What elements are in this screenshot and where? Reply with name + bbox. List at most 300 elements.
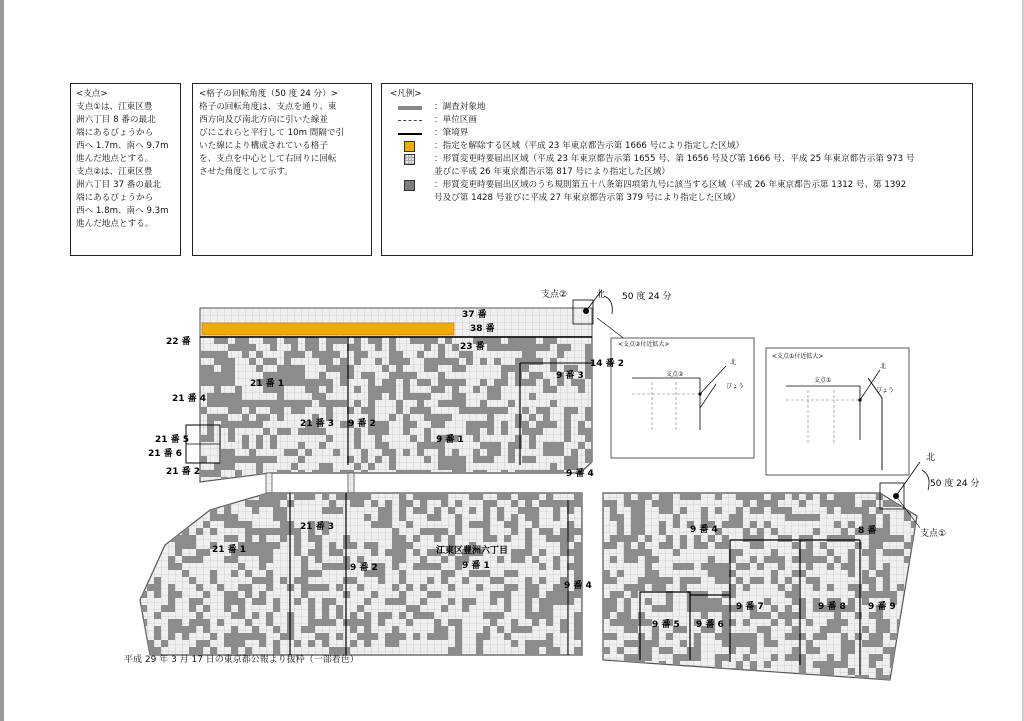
dark-cell [638,633,645,640]
dark-cell [375,435,382,442]
dark-cell [532,591,539,598]
dark-cell [462,598,469,605]
dark-cell [610,556,617,563]
dark-cell [624,556,631,563]
dark-cell [715,493,722,500]
dark-cell [326,358,333,365]
dark-cell [848,647,855,654]
dark-cell [869,556,876,563]
dark-cell [834,493,841,500]
dark-cell [827,535,834,542]
dark-cell [357,493,364,500]
dark-cell [301,577,308,584]
dark-cell [252,612,259,619]
dark-cell [256,470,263,477]
dark-cell [564,407,571,414]
dark-cell [266,542,273,549]
dark-cell [200,351,207,358]
dark-cell [203,605,210,612]
dark-cell [245,570,252,577]
dark-cell [473,421,480,428]
dark-cell [424,337,431,344]
dark-cell [448,619,455,626]
dark-cell [319,358,326,365]
dark-cell [291,407,298,414]
dark-cell [750,640,757,647]
dark-cell [228,421,235,428]
dark-cell [301,563,308,570]
dark-cell [750,633,757,640]
dark-cell [483,507,490,514]
dark-cell [308,605,315,612]
dark-cell [473,435,480,442]
dark-cell [399,493,406,500]
dark-cell [368,463,375,470]
dark-cell [638,654,645,661]
dark-cell [441,493,448,500]
dark-cell [529,442,536,449]
dark-cell [890,647,897,654]
dark-cell [434,514,441,521]
dark-cell [308,584,315,591]
dark-cell [301,584,308,591]
dark-cell [242,442,249,449]
dark-cell [631,675,638,682]
dark-cell [438,463,445,470]
dark-cell [764,500,771,507]
dark-cell [329,507,336,514]
dark-cell [273,514,280,521]
dark-cell [231,514,238,521]
dark-cell [564,414,571,421]
dark-cell [375,477,382,484]
dark-cell [532,619,539,626]
dark-cell [515,372,522,379]
dark-cell [326,337,333,344]
dark-cell [214,470,221,477]
dark-cell [659,605,666,612]
dark-cell [469,507,476,514]
dark-cell [200,470,207,477]
dark-cell [497,591,504,598]
dark-cell [574,563,581,570]
dark-cell [715,570,722,577]
dark-cell [848,563,855,570]
dark-cell [308,493,315,500]
dark-cell [550,421,557,428]
dark-cell [862,507,869,514]
dark-cell [617,591,624,598]
dark-cell [168,591,175,598]
dark-cell [235,470,242,477]
dark-cell [263,400,270,407]
dark-cell [841,563,848,570]
dark-cell [207,351,214,358]
dark-cell [224,500,231,507]
dark-cell [235,337,242,344]
dark-cell [445,358,452,365]
dark-cell [427,612,434,619]
dark-cell [785,605,792,612]
dark-cell [466,358,473,365]
dark-cell [298,351,305,358]
dark-cell [778,563,785,570]
dark-cell [375,456,382,463]
dark-cell [329,500,336,507]
dark-cell [364,640,371,647]
dark-cell [326,379,333,386]
dark-cell [638,542,645,549]
dark-cell [883,647,890,654]
dark-cell [494,449,501,456]
dark-cell [242,337,249,344]
dark-cell [673,563,680,570]
dark-cell [329,563,336,570]
dark-cell [403,477,410,484]
dark-cell [424,414,431,421]
dark-cell [571,456,578,463]
dark-cell [277,428,284,435]
dark-cell [434,507,441,514]
dark-cell [525,626,532,633]
dark-cell [792,542,799,549]
lot-label-9-8: 9 番 8 [818,602,846,612]
dark-cell [266,570,273,577]
dark-cell [182,570,189,577]
dark-cell [617,535,624,542]
dark-cell [329,598,336,605]
dark-cell [504,633,511,640]
dark-cell [841,661,848,668]
dark-cell [624,619,631,626]
dark-cell [382,428,389,435]
dark-cell [708,535,715,542]
dark-cell [504,591,511,598]
dark-cell [242,414,249,421]
dark-cell [525,584,532,591]
dark-cell [546,528,553,535]
dark-cell [266,584,273,591]
dark-cell [326,344,333,351]
dark-cell [645,535,652,542]
dark-cell [154,591,161,598]
dark-cell [771,619,778,626]
dark-cell [434,493,441,500]
dark-cell [813,514,820,521]
dark-cell [368,428,375,435]
dark-cell [357,633,364,640]
dark-cell [834,500,841,507]
dark-cell [476,493,483,500]
dark-cell [617,661,624,668]
dark-cell [280,633,287,640]
dark-cell [235,456,242,463]
dark-cell [550,386,557,393]
dark-cell [560,528,567,535]
dark-cell [743,563,750,570]
dark-cell [771,570,778,577]
dark-cell [326,407,333,414]
dark-cell [294,577,301,584]
dark-cell [322,619,329,626]
dark-cell [175,591,182,598]
dark-cell [361,372,368,379]
dark-cell [154,626,161,633]
dark-cell [504,605,511,612]
dark-cell [869,563,876,570]
dark-cell [911,668,918,675]
dark-cell [249,449,256,456]
dark-cell [536,421,543,428]
lot-label-9-3: 9 番 3 [556,371,584,381]
dark-cell [508,442,515,449]
dark-cell [743,535,750,542]
dark-cell [539,563,546,570]
dark-cell [757,535,764,542]
dark-cell [410,435,417,442]
support-box-text: 支点①は、江東区豊 洲六丁目 8 番の最北 端にあるびょうから 西へ 1.7m、南へ 9.7m 進んだ地点とする。 支点②は、江東区豊 洲六丁目 37 番の最北 端にあるびょうから 西へ 1.8m、南へ 9.3m 進んだ地点とする。 [76,102,169,229]
dark-cell [487,442,494,449]
dark-cell [638,647,645,654]
dark-cell [203,549,210,556]
dark-cell [350,626,357,633]
dark-cell [525,640,532,647]
dark-cell [399,633,406,640]
dark-cell [252,500,259,507]
dark-cell [680,493,687,500]
dark-cell [448,570,455,577]
dark-cell [631,549,638,556]
dark-cell [841,493,848,500]
dark-cell [652,577,659,584]
dark-cell [410,337,417,344]
dark-cell [680,675,687,682]
dark-cell [312,337,319,344]
dark-cell [522,456,529,463]
dark-cell [221,393,228,400]
dark-cell [431,414,438,421]
dark-cell [529,358,536,365]
dark-cell [235,400,242,407]
dark-cell [536,372,543,379]
dark-cell [522,337,529,344]
dark-cell [750,647,757,654]
dark-cell [652,605,659,612]
dark-cell [543,337,550,344]
dark-cell [217,514,224,521]
dark-cell [564,421,571,428]
dark-cell [406,605,413,612]
dark-cell [631,654,638,661]
dark-cell [273,605,280,612]
dark-cell [785,514,792,521]
dark-cell [224,507,231,514]
dark-cell [168,633,175,640]
dark-cell [560,500,567,507]
dark-cell [813,647,820,654]
dark-cell [455,528,462,535]
dark-cell [813,577,820,584]
dark-cell [806,493,813,500]
dark-cell [529,428,536,435]
dark-cell [221,379,228,386]
dark-cell [841,535,848,542]
dark-cell [806,535,813,542]
dark-cell [834,661,841,668]
dark-cell [841,500,848,507]
dark-cell [511,570,518,577]
dark-cell [483,626,490,633]
inset-support2 [611,338,754,458]
dark-cell [638,493,645,500]
dark-cell [413,507,420,514]
dark-cell [378,563,385,570]
dark-cell [396,372,403,379]
dark-cell [771,507,778,514]
dark-cell [256,421,263,428]
dark-cell [666,633,673,640]
dark-cell [147,514,154,521]
angle-label-1: 50 度 24 分 [930,479,980,489]
dark-cell [207,435,214,442]
dark-cell [424,456,431,463]
dark-cell [466,407,473,414]
dark-cell [848,584,855,591]
dark-cell [564,456,571,463]
dark-cell [883,549,890,556]
dark-cell [291,463,298,470]
dark-cell [638,661,645,668]
dark-cell [911,605,918,612]
dark-cell [291,351,298,358]
dark-cell [273,493,280,500]
dark-cell [224,591,231,598]
dark-cell [263,358,270,365]
dark-cell [536,428,543,435]
dark-cell [806,563,813,570]
dark-cell [221,421,228,428]
dark-cell [448,598,455,605]
dark-cell [280,507,287,514]
dark-cell [522,344,529,351]
dark-cell [529,351,536,358]
dark-cell [785,507,792,514]
dark-cell [529,414,536,421]
inset2-pin-label: びょう [876,387,895,394]
dark-cell [203,619,210,626]
dark-cell [357,584,364,591]
dark-cell [242,351,249,358]
dark-cell [231,633,238,640]
dark-cell [249,456,256,463]
dark-cell [396,400,403,407]
dark-cell [525,605,532,612]
dark-cell [792,556,799,563]
dark-cell [497,514,504,521]
dark-cell [231,640,238,647]
dark-cell [455,556,462,563]
dark-cell [385,633,392,640]
dark-cell [280,493,287,500]
dark-cell [806,514,813,521]
dark-cell [207,400,214,407]
dark-cell [270,407,277,414]
dark-cell [508,337,515,344]
dark-cell [792,570,799,577]
dark-cell [252,598,259,605]
dark-cell [708,563,715,570]
dark-cell [441,577,448,584]
dark-cell [638,584,645,591]
dark-cell [736,514,743,521]
dark-cell [715,577,722,584]
dark-cell [375,386,382,393]
dark-cell [553,514,560,521]
dark-cell [399,500,406,507]
dark-cell [270,344,277,351]
dark-cell [424,428,431,435]
dark-cell [417,407,424,414]
dark-cell [308,535,315,542]
dark-cell [645,570,652,577]
dark-cell [189,535,196,542]
dark-cell [189,514,196,521]
dark-cell [396,358,403,365]
dark-cell [483,521,490,528]
dark-cell [532,493,539,500]
dark-cell [228,463,235,470]
dark-cell [827,563,834,570]
dark-cell [834,626,841,633]
dark-cell [459,365,466,372]
dark-cell [855,542,862,549]
dark-cell [298,379,305,386]
dark-cell [385,612,392,619]
dark-cell [207,365,214,372]
dark-cell [722,542,729,549]
dark-cell [399,570,406,577]
dark-cell [764,598,771,605]
dark-cell [315,535,322,542]
dark-cell [266,612,273,619]
dark-cell [235,393,242,400]
dark-cell [336,563,343,570]
dark-cell [694,598,701,605]
dark-cell [574,633,581,640]
dark-cell [771,675,778,682]
dark-cell [757,612,764,619]
dark-cell [855,633,862,640]
dark-cell [715,563,722,570]
dark-cell [354,358,361,365]
dark-cell [326,386,333,393]
dark-cell [235,344,242,351]
dark-cell [778,584,785,591]
dark-cell [452,365,459,372]
dark-cell [427,493,434,500]
dark-cell [483,500,490,507]
dark-cell [368,379,375,386]
dark-cell [553,507,560,514]
dark-cell [424,477,431,484]
dark-cell [490,619,497,626]
dark-cell [399,612,406,619]
dark-cell [799,500,806,507]
dark-cell [631,640,638,647]
dark-cell [501,407,508,414]
dark-cell [441,528,448,535]
dark-cell [438,344,445,351]
